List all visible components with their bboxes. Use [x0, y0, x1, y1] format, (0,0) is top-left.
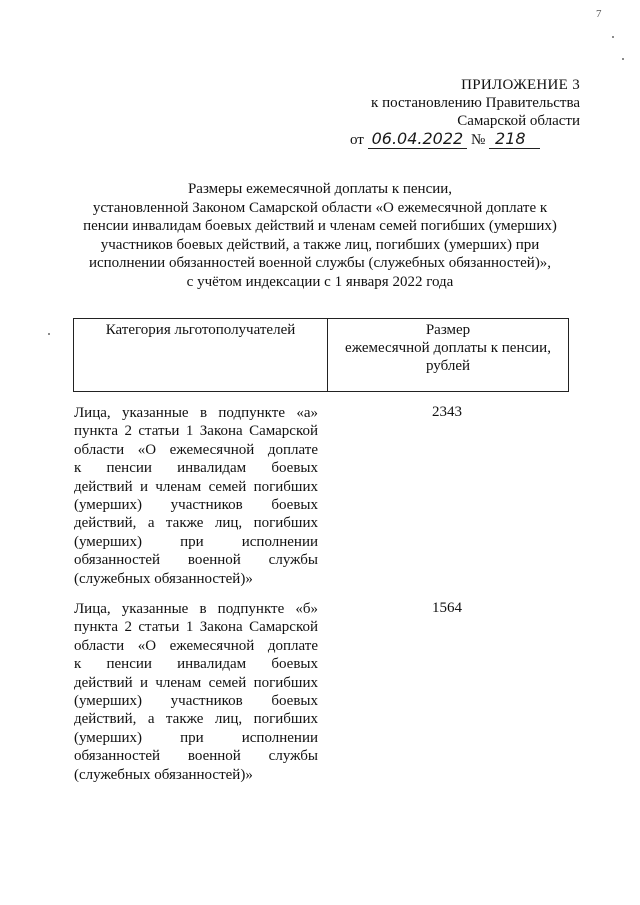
- header-category: Категория льготополучателей: [105, 322, 296, 338]
- category-line: действий и членам семей погибших: [74, 674, 318, 691]
- category-line: к пенсии инвалидам боевых: [74, 460, 318, 477]
- category-line: области «О ежемесячной доплате: [74, 637, 318, 654]
- header-amount-line: ежемесячной доплаты к пенсии,: [345, 340, 551, 356]
- category-line: действий, а также лиц, погибших: [74, 515, 318, 532]
- document-heading: [60, 180, 580, 291]
- category-line: Лица, указанные в подпункте «б»: [74, 601, 318, 617]
- category-line: (служебных обязанностей)»: [74, 570, 253, 587]
- category-line: Лица, указанные в подпункте «а»: [74, 405, 318, 421]
- category-line: (умерших) при исполнении: [74, 729, 318, 746]
- amount-value: 1564: [432, 600, 462, 616]
- header-amount-line: Размер: [425, 322, 471, 338]
- heading-line: с учётом индексации с 1 января 2022 года: [186, 273, 454, 290]
- heading-line: исполнении обязанностей военной службы (служебных обязанностей)»,: [88, 255, 552, 271]
- appendix-date-line: [350, 130, 580, 149]
- appendix-region-line: Самарской области: [457, 113, 580, 129]
- category-line: действий и членам семей погибших: [74, 478, 318, 495]
- category-line: обязанностей военной службы: [74, 552, 318, 569]
- scan-speck: [612, 36, 614, 38]
- heading-line: установленной Законом Самарской области «О ежемесячной доплате к: [92, 199, 548, 216]
- scan-speck: [48, 333, 50, 335]
- scan-speck: [622, 58, 624, 60]
- heading-line: участников боевых действий, а также лиц, погибших (умерших) при: [100, 236, 540, 253]
- handwritten-date: 06.04.2022: [368, 129, 468, 149]
- amount-value: 2343: [432, 404, 462, 420]
- category-line: (служебных обязанностей)»: [74, 766, 253, 783]
- heading-line: Размеры ежемесячной доплаты к пенсии,: [187, 181, 453, 197]
- header-amount: [328, 321, 568, 375]
- category-line: пункта 2 статьи 1 Закона Самарской: [74, 619, 318, 636]
- heading-line: пенсии инвалидам боевых действий и членам семей погибших (умерших): [83, 218, 557, 234]
- table-row-category: [74, 600, 318, 784]
- number-prefix: №: [470, 132, 486, 148]
- category-line: (умерших) при исполнении: [74, 533, 318, 550]
- category-line: обязанностей военной службы: [74, 748, 318, 765]
- category-line: к пенсии инвалидам боевых: [74, 656, 318, 673]
- corner-page-mark: 7: [596, 8, 602, 20]
- category-line: области «О ежемесячной доплате: [74, 441, 318, 458]
- date-prefix: от: [350, 132, 364, 148]
- category-line: действий, а также лиц, погибших: [74, 711, 318, 728]
- appendix-resolution-line: к постановлению Правительства: [371, 95, 580, 111]
- table-row-category: [74, 404, 318, 588]
- category-line: (умерших) участников боевых: [74, 693, 318, 710]
- table-header: [73, 318, 569, 392]
- appendix-title: ПРИЛОЖЕНИЕ 3: [461, 77, 580, 93]
- category-line: (умерших) участников боевых: [74, 497, 318, 514]
- header-amount-line: рублей: [425, 358, 471, 374]
- handwritten-number: 218: [489, 129, 540, 149]
- category-line: пункта 2 статьи 1 Закона Самарской: [74, 423, 318, 440]
- appendix-block: [340, 76, 580, 149]
